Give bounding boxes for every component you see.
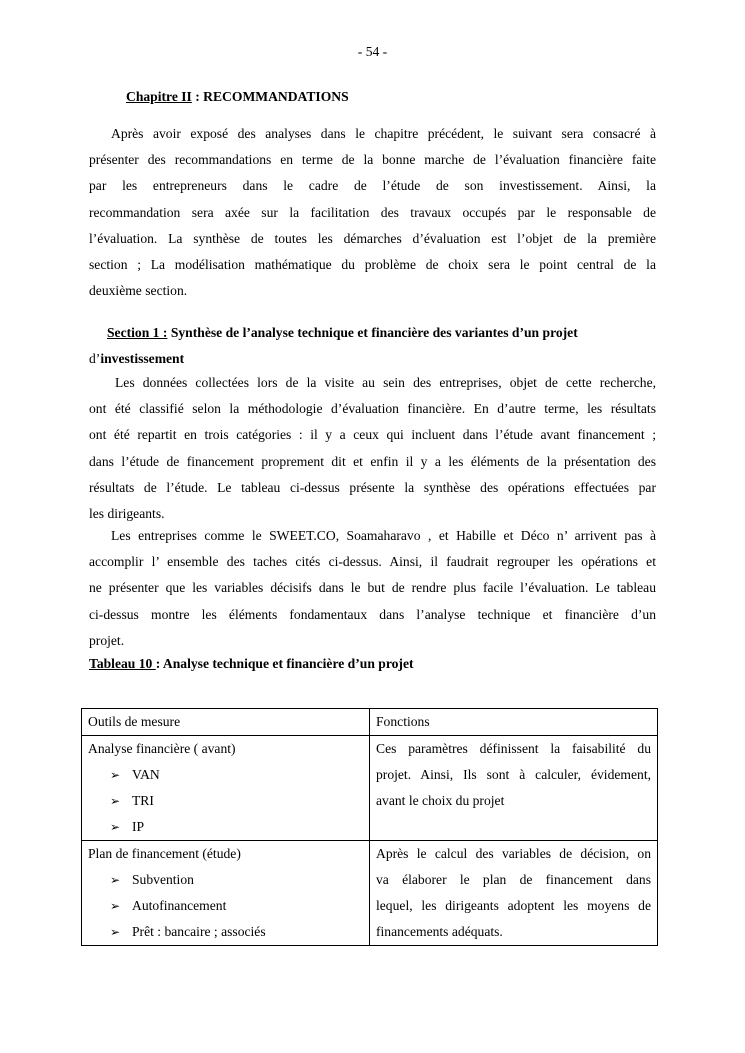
chapter-title: : RECOMMANDATIONS [191,89,349,104]
text-line: projet. Ainsi, Ils sont à calculer, évidement, [376,767,651,782]
section-title: Synthèse de l’analyse technique et financière des variantes d’un projet [167,325,578,340]
table-cell-tools [82,736,370,841]
text-line: ont été classifié selon la méthodologie d’évaluation financière. En d’autre terme, les résultats [89,401,656,417]
paragraph-2 [89,370,656,527]
arrow-bullet-icon: ➢ [110,820,121,834]
text-line: Les entreprises comme le SWEET.CO, Soamaharavo , et Habille et Déco n’ arrivent pas à [111,528,656,543]
table-row [82,736,658,841]
analysis-table [81,708,658,946]
table-cell-functions [370,841,658,946]
table-cell-functions [370,736,658,841]
table-caption-label: Tableau 10 [89,656,156,671]
text-line: dans l’étude de financement proprement dit et enfin il y a les éléments de la présentation des [89,453,656,469]
text-line: Ces paramètres définissent la faisabilité du [376,741,651,756]
table-row [82,841,658,946]
arrow-bullet-icon: ➢ [110,794,121,808]
list-item: ➢ Autofinancement [88,893,363,919]
chapter-label: Chapitre II [126,89,192,104]
text-line: avant le choix du projet [376,793,505,808]
row-title: Plan de financement (étude) [88,846,241,861]
section-heading [89,320,656,372]
text-line: ne présenter que les variables décisifs dans le but de rendre plus facile l’évaluation. Le tableau [89,580,656,596]
list-item: ➢ IP [88,814,363,840]
text-line: deuxième section. [89,283,188,299]
text-line: accomplir l’ ensemble des taches cités ci-dessus. Ainsi, il faudrait regrouper les opérations et [89,554,656,570]
arrow-bullet-icon: ➢ [110,925,121,939]
list-item: ➢ TRI [88,788,363,814]
text-line: résultats de l’étude. Le tableau ci-dessus présente la synthèse des opérations effectuées par [89,479,656,495]
text-line: financements adéquats. [376,924,503,939]
table-caption [89,656,414,672]
text-line: section ; La modélisation mathématique du problème de choix sera le point central de la [89,257,656,273]
arrow-bullet-icon: ➢ [110,873,121,887]
table-header-row [82,709,658,736]
section-title-prefix: d’ [89,351,101,367]
text-line: projet. [89,632,125,648]
page-number: - 54 - [357,44,388,59]
text-line: ci-dessus montre les éléments fondamentaux dans l’analyse technique et financière d’un [89,606,656,622]
paragraph-3 [89,523,656,654]
table-header-cell: Outils de mesure [82,709,370,736]
text-line: Après le calcul des variables de décision, on [376,846,651,861]
table-caption-text: : Analyse technique et financière d’un projet [155,656,414,671]
table-header-cell: Fonctions [370,709,658,736]
chapter-heading [126,89,349,105]
section-title-end: investissement [100,351,185,367]
text-line: lequel, les dirigeants adoptent les moyens de [376,898,651,913]
arrow-bullet-icon: ➢ [110,768,121,782]
intro-paragraph [89,121,656,304]
text-line: présenter des recommandations en terme de la bonne marche de l’évaluation financière faite [89,152,656,168]
section-label: Section 1 : [107,325,168,340]
table-cell-tools [82,841,370,946]
text-line: l’évaluation. La synthèse de toutes les démarches d’évaluation est l’objet de la première [89,230,656,246]
text-line: les dirigeants. [89,506,165,522]
arrow-bullet-icon: ➢ [110,899,121,913]
text-line: va élaborer le plan de financement dans [376,872,651,887]
list-item: ➢ Subvention [88,867,363,893]
list-item: ➢ VAN [88,762,363,788]
text-line: recommandation sera axée sur la facilitation des travaux occupés par le responsable de [89,204,656,220]
text-line: ont été repartit en trois catégories : il y a ceux qui incluent dans l’étude avant financement ; [89,427,656,443]
text-line: par les entrepreneurs dans le cadre de l’étude de son investissement. Ainsi, la [89,178,656,194]
text-line: Après avoir exposé des analyses dans le chapitre précédent, le suivant sera consacré à [111,126,656,141]
text-line: Les données collectées lors de la visite au sein des entreprises, objet de cette recherche, [115,375,656,390]
row-title: Analyse financière ( avant) [88,741,236,756]
list-item: ➢ Prêt : bancaire ; associés [88,919,363,945]
